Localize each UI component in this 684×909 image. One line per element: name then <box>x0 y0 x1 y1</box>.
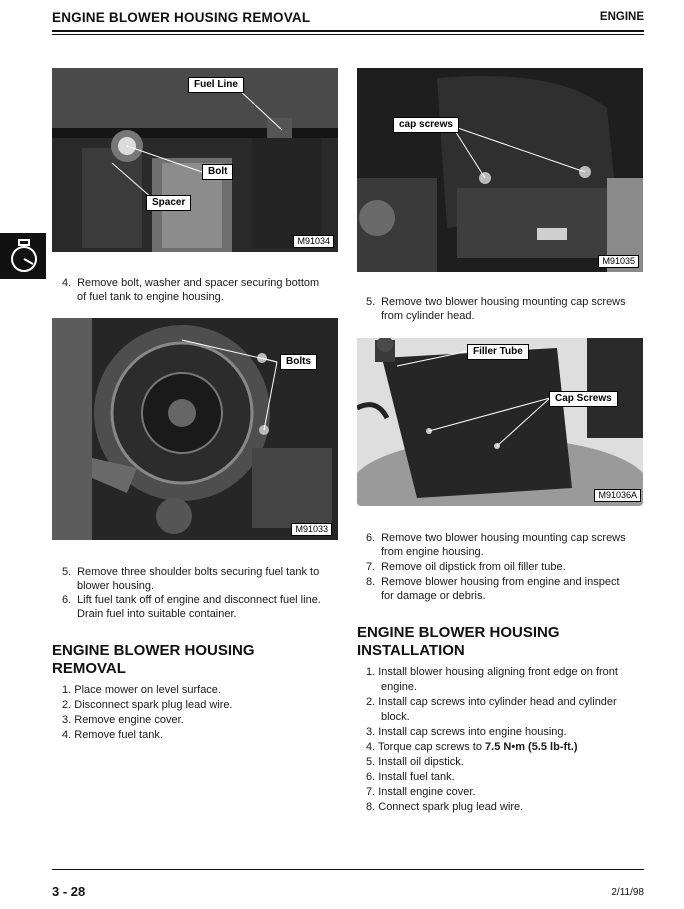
figure-id: M91034 <box>293 235 334 248</box>
list-item: 6. Install fuel tank. <box>366 771 455 783</box>
header-rule <box>52 30 644 32</box>
callout-fuel-line: Fuel Line <box>188 77 244 93</box>
callout-spacer: Spacer <box>146 195 191 211</box>
figure-cylinder-head-cap-screws <box>357 68 643 272</box>
removal-steps <box>62 683 342 743</box>
list-item: 1. Place mower on level surface. <box>62 684 221 696</box>
list-item: 3. Remove engine cover. <box>62 714 184 726</box>
section-name: ENGINE <box>599 11 644 23</box>
list-item: 4. Torque cap screws to 7.5 N•m (5.5 lb-ft.) <box>366 741 578 753</box>
figure-id: M91033 <box>291 523 332 536</box>
revision-date: 2/11/98 <box>611 887 644 898</box>
step-8-remove-blower-housing: 8. Remove blower housing from engine and inspect for damage or debris. <box>366 576 620 602</box>
torque-spec: 7.5 N•m (5.5 lb-ft.) <box>485 741 578 753</box>
engine-icon <box>8 238 40 274</box>
step-4-remove-bolt: 4. Remove bolt, washer and spacer securing bottom of fuel tank to engine housing. <box>62 277 320 303</box>
callout-filler-tube: Filler Tube <box>467 344 529 360</box>
list-item: 8. Connect spark plug lead wire. <box>366 801 524 813</box>
list-item: 2. Install cap screws into cylinder head and cylinder block. <box>366 696 617 723</box>
installation-steps <box>366 665 651 815</box>
list-item: 5. Install oil dipstick. <box>366 756 464 768</box>
step-5-remove-cap-screws-head: 5. Remove two blower housing mounting cap screws from cylinder head. <box>366 296 626 322</box>
section-tab <box>0 233 46 279</box>
callout-cap-screws: Cap Screws <box>549 391 618 407</box>
step-6-lift-fuel-tank: 6. Lift fuel tank off of engine and disconnect fuel line. Drain fuel into suitable container. <box>62 594 321 620</box>
list-item: 1. Install blower housing aligning front edge on front engine. <box>366 666 618 693</box>
step-5-remove-shoulder-bolts: 5. Remove three shoulder bolts securing fuel tank to blower housing. <box>62 566 320 592</box>
header-rule-thin <box>52 34 644 35</box>
page-number: 3 - 28 <box>52 884 86 899</box>
list-item: 7. Install engine cover. <box>366 786 476 798</box>
figure-id: M91036A <box>594 489 641 502</box>
list-item: 4. Remove fuel tank. <box>62 729 163 741</box>
list-item: 2. Disconnect spark plug lead wire. <box>62 699 233 711</box>
figure-id: M91035 <box>598 255 639 268</box>
figure-shoulder-bolts <box>52 318 338 540</box>
callout-bolt: Bolt <box>202 164 233 180</box>
installation-heading: ENGINE BLOWER HOUSING INSTALLATION <box>357 624 560 659</box>
list-item: 3. Install cap screws into engine housing. <box>366 726 567 738</box>
step-7-remove-dipstick: 7. Remove oil dipstick from oil filler tube. <box>366 561 566 573</box>
callout-cap-screws: cap screws <box>393 117 459 133</box>
callout-bolts: Bolts <box>280 354 317 370</box>
footer-rule <box>52 869 644 870</box>
removal-heading: ENGINE BLOWER HOUSING REMOVAL <box>52 642 255 677</box>
step-6-remove-cap-screws-housing: 6. Remove two blower housing mounting cap screws from engine housing. <box>366 532 626 558</box>
page-title: ENGINE BLOWER HOUSING REMOVAL <box>52 10 311 25</box>
figure-fuel-tank-bolt <box>52 68 338 252</box>
figure-filler-tube-cap-screws <box>357 338 643 506</box>
